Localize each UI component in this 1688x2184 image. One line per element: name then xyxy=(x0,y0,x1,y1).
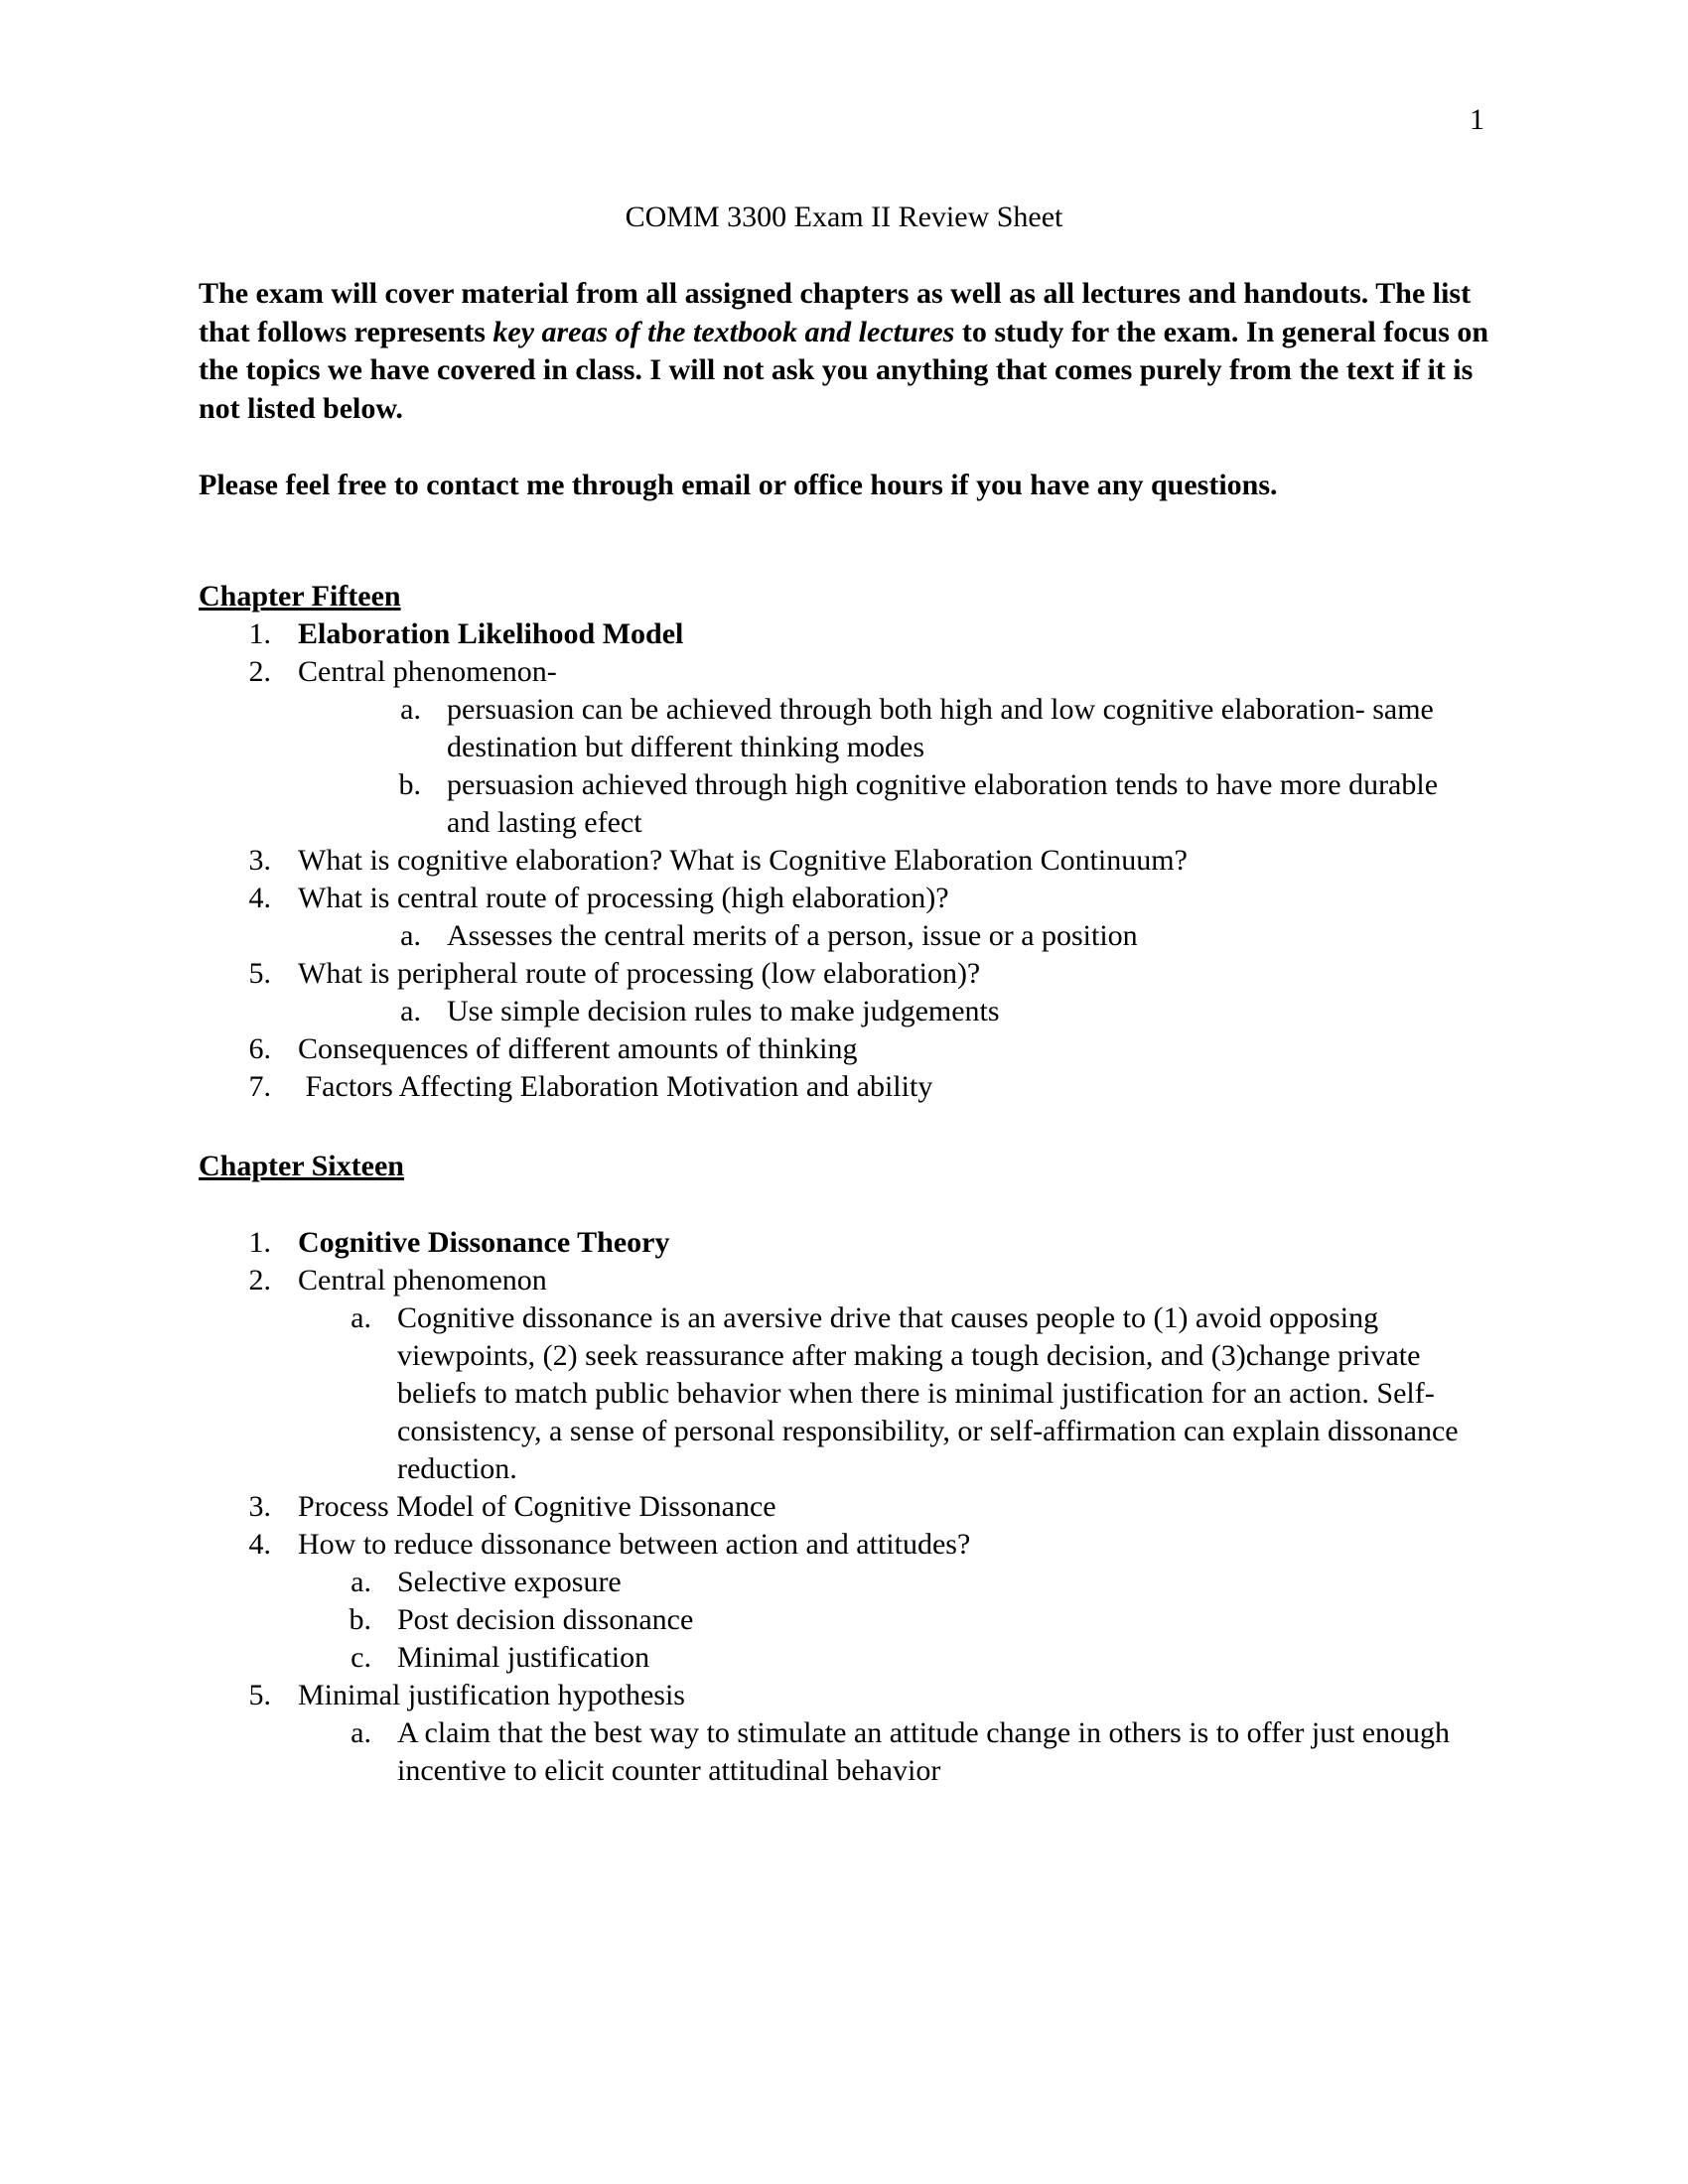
item-letter: b. xyxy=(349,1603,371,1636)
item-text: What is central route of processing (high elaboration)? xyxy=(298,882,949,914)
item-letter: a. xyxy=(351,1716,371,1749)
item-text: Minimal justification xyxy=(397,1641,650,1674)
item-number: 4. xyxy=(248,882,271,914)
list-item xyxy=(0,993,1688,1030)
list-item xyxy=(0,653,1688,691)
list-item xyxy=(0,1677,1688,1714)
item-text: Elaboration Likelihood Model xyxy=(298,617,684,650)
item-number: 1. xyxy=(248,1226,271,1259)
item-text: persuasion achieved through high cognitive elaboration tends to have more durable and lasting efect xyxy=(447,768,1439,839)
chapter-heading-fifteen: Chapter Fifteen xyxy=(199,580,401,613)
list-item xyxy=(0,880,1688,917)
item-letter: a. xyxy=(351,1301,371,1334)
item-text: Assesses the central merits of a person, issue or a position xyxy=(447,919,1138,952)
list-item xyxy=(0,917,1688,955)
item-letter: c. xyxy=(351,1641,371,1674)
contact-paragraph: Please feel free to contact me through email or office hours if you have any questions. xyxy=(199,469,1278,501)
intro-section xyxy=(199,275,1509,505)
list-item xyxy=(0,1262,1688,1299)
item-text: Factors Affecting Elaboration Motivation and ability xyxy=(298,1070,933,1103)
item-number: 2. xyxy=(248,1264,271,1297)
item-text: Process Model of Cognitive Dissonance xyxy=(298,1490,776,1523)
item-text: How to reduce dissonance between action and attitudes? xyxy=(298,1528,971,1561)
list-item xyxy=(0,1714,1688,1790)
list-item xyxy=(0,1030,1688,1068)
item-text: What is cognitive elaboration? What is Cognitive Elaboration Continuum? xyxy=(298,844,1188,877)
chapter-fifteen-list xyxy=(0,615,1688,1106)
list-item xyxy=(0,1299,1688,1488)
item-text: Consequences of different amounts of thinking xyxy=(298,1032,858,1065)
item-text: persuasion can be achieved through both high and low cognitive elaboration- same destination but different thinking modes xyxy=(447,693,1434,763)
item-letter: b. xyxy=(398,768,421,801)
item-number: 3. xyxy=(248,844,271,877)
page-title: COMM 3300 Exam II Review Sheet xyxy=(625,201,1063,233)
item-letter: a. xyxy=(351,1566,371,1598)
list-item xyxy=(0,615,1688,653)
item-text: Selective exposure xyxy=(397,1566,622,1598)
intro-text-start: The exam will cover material from all assigned chapters as well as all lectures and handouts. The list that follows represents xyxy=(199,277,1472,348)
list-item xyxy=(0,1488,1688,1526)
chapter-heading-sixteen: Chapter Sixteen xyxy=(199,1150,404,1182)
item-text: Minimal justification hypothesis xyxy=(298,1679,685,1711)
item-number: 3. xyxy=(248,1490,271,1523)
list-item xyxy=(0,691,1688,766)
chapter-sixteen-list xyxy=(0,1224,1688,1790)
intro-text-end: to study for the exam. In general focus on the topics we have covered in class. I will not ask you anything that comes purely from the text if it is not listed below. xyxy=(199,315,1489,425)
item-text: A claim that the best way to stimulate an attitude change in others is to offer just enough incentive to elicit counter attitudinal behavior xyxy=(397,1716,1451,1787)
page-number: 1 xyxy=(1470,103,1484,136)
item-number: 7. xyxy=(248,1070,271,1103)
item-number: 1. xyxy=(248,617,271,650)
item-text: Central phenomenon xyxy=(298,1264,547,1297)
item-letter: a. xyxy=(400,693,421,726)
list-item xyxy=(0,1068,1688,1106)
item-letter: a. xyxy=(400,919,421,952)
item-text: Cognitive dissonance is an aversive drive that causes people to (1) avoid opposing viewpoints, (2) seek reassurance after making a tough decision, and (3)change private beliefs to match public behavior when there is minimal justification for an action. Self-consistency, a sense of personal responsibility, or self-affirmation can explain dissonance reduction. xyxy=(397,1301,1459,1485)
item-number: 5. xyxy=(248,1679,271,1711)
item-text: Post decision dissonance xyxy=(397,1603,694,1636)
item-text: Use simple decision rules to make judgements xyxy=(447,995,1000,1027)
list-item xyxy=(0,1601,1688,1639)
list-item xyxy=(0,955,1688,993)
list-item xyxy=(0,1639,1688,1677)
item-number: 2. xyxy=(248,655,271,688)
list-item xyxy=(0,842,1688,880)
item-number: 5. xyxy=(248,957,271,990)
item-number: 4. xyxy=(248,1528,271,1561)
item-text: Cognitive Dissonance Theory xyxy=(298,1226,670,1259)
list-item xyxy=(0,1564,1688,1601)
list-item xyxy=(0,1224,1688,1262)
intro-paragraph xyxy=(199,275,1509,428)
list-item xyxy=(0,766,1688,842)
item-text: Central phenomenon- xyxy=(298,655,557,688)
item-text: What is peripheral route of processing (low elaboration)? xyxy=(298,957,981,990)
intro-emphasis: key areas of the textbook and lectures xyxy=(492,315,955,348)
list-item xyxy=(0,1526,1688,1564)
item-letter: a. xyxy=(400,995,421,1027)
item-number: 6. xyxy=(248,1032,271,1065)
